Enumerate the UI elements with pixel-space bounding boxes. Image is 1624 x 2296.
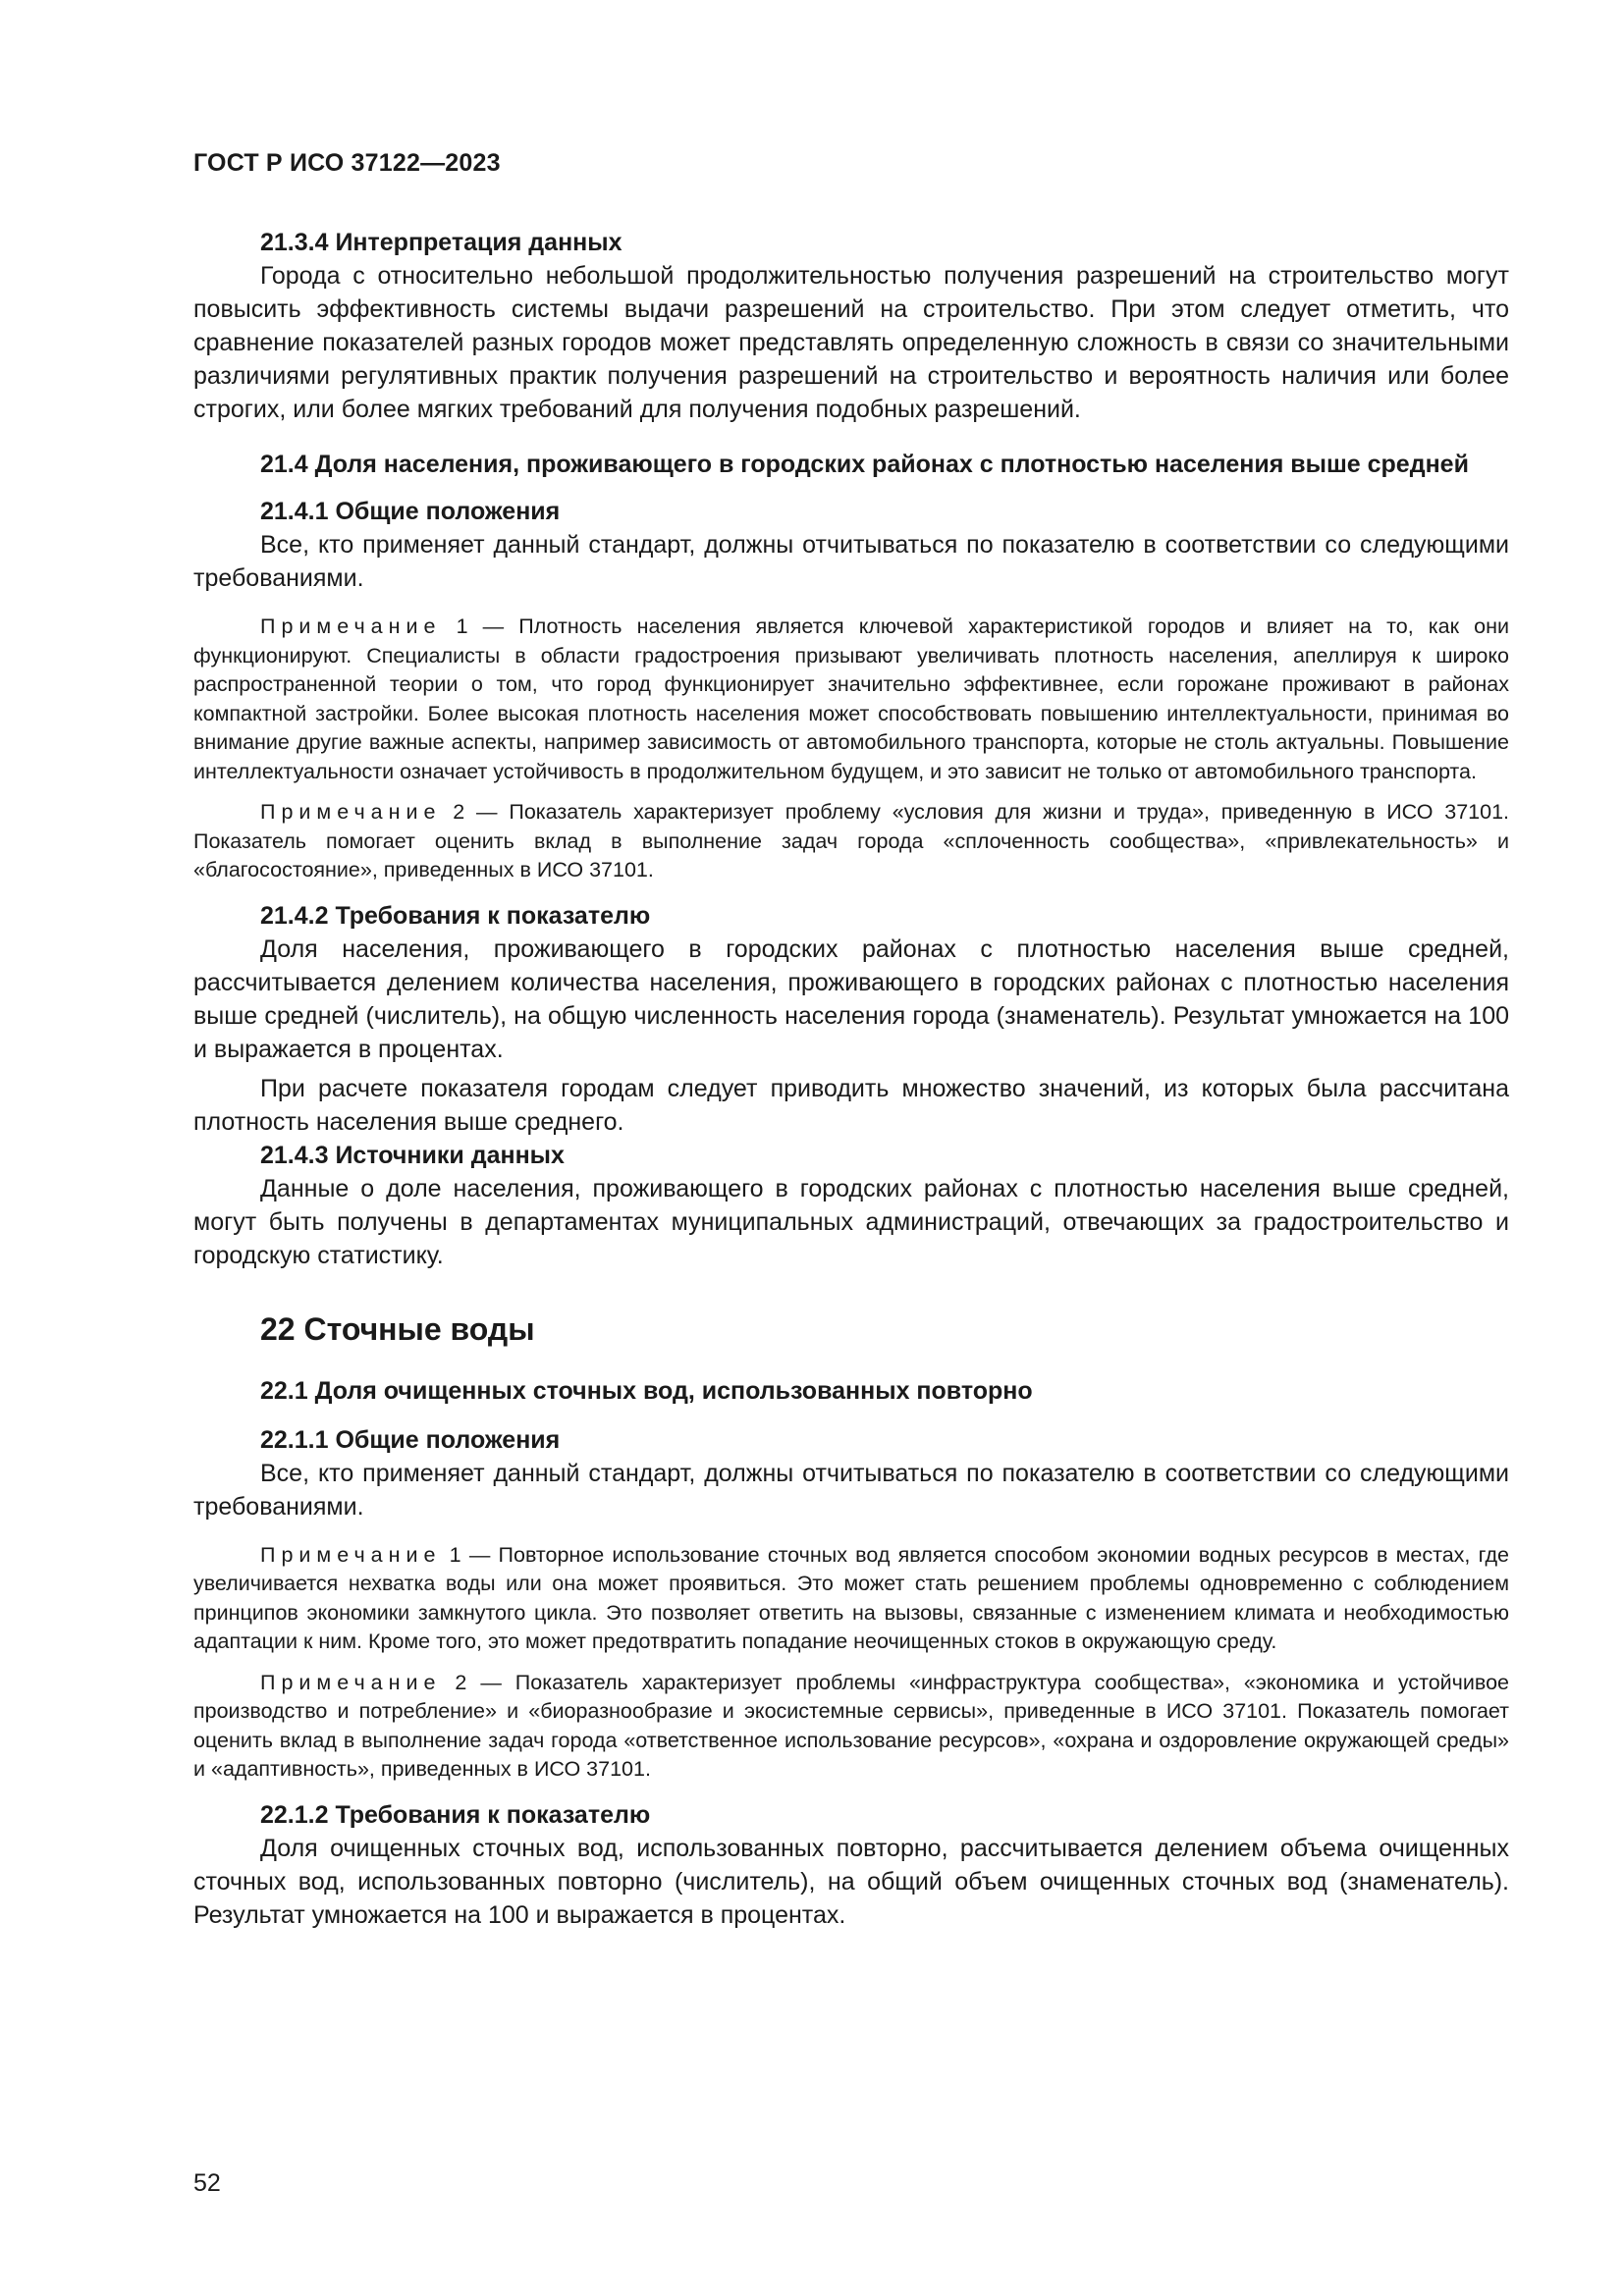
- note-label: Примечание: [260, 800, 442, 824]
- note-text: 2 — Показатель характеризует проблемы «инфраструктура сообщества», «экономика и устойчивое производство и потребление» и «биоразнообразие и экосистемные сервисы», приведенные в ИСО 37101. Показатель помогает оценить вклад в выполнение задач города «ответственное использование ресурсов», «охрана и оздоровление окружающей среды» и «адаптивность», приведенных в ИСО 37101.: [193, 1670, 1509, 1781]
- paragraph-21-4-1: Все, кто применяет данный стандарт, должны отчитываться по показателю в соответствии со следующими требованиями.: [193, 531, 1509, 592]
- paragraph-21-4-3: Данные о доле населения, проживающего в городских районах с плотностью населения выше средней, могут быть получены в департаментах муниципальных администраций, отвечающих за градостроительство и городскую статистику.: [193, 1174, 1509, 1269]
- note-label: Примечание: [260, 614, 442, 638]
- heading-22: 22 Сточные воды: [260, 1310, 535, 1347]
- heading-21-4-1: 21.4.1 Общие положения: [260, 498, 561, 525]
- note-text: 2 — Показатель характеризует проблему «условия для жизни и труда», приведенную в ИСО 37101. Показатель помогает оценить вклад в выполнение задач города «сплоченность сообщества», «привлекательность» и «благосостояние», приведенных в ИСО 37101.: [193, 800, 1509, 881]
- heading-22-1-1: 22.1.1 Общие положения: [260, 1425, 561, 1454]
- paragraph-21-3-4: Города с относительно небольшой продолжительностью получения разрешений на строительство могут повысить эффективность системы выдачи разрешений на строительство. При этом следует отметить, что сравнение показателей разных городов может представлять определенную сложность в связи со значительными различиями регулятивных практик получения разрешений на строительство и вероятность наличия или более строгих, или более мягких требований для получения подобных разрешений.: [193, 262, 1509, 423]
- heading-21-4: 21.4 Доля населения, проживающего в городских районах с плотностью населения выше средней: [260, 451, 1469, 478]
- document-code-header: ГОСТ Р ИСО 37122—2023: [193, 149, 501, 177]
- note-21-4-1-2: [193, 798, 1509, 885]
- paragraph-22-1-2: Доля очищенных сточных вод, использованных повторно, рассчитывается делением объема очищенных сточных вод, использованных повторно (числитель), на общий объем очищенных сточных вод (знаменатель). Результат умножается на 100 и выражается в процентах.: [193, 1834, 1509, 1929]
- note-22-1-1-2: [193, 1669, 1509, 1785]
- page-content: [193, 226, 1509, 1932]
- page-number: 52: [193, 2169, 221, 2197]
- note-text: 1 — Плотность населения является ключевой характеристикой городов и влияет на то, как они функционируют. Специалисты в области градостроения призывают увеличивать плотность населения, апеллируя к широко распространенной теории о том, что город функционирует значительно эффективнее, если горожане проживают в районах компактной застройки. Более высокая плотность населения может способствовать повышению интеллектуальности, принимая во внимание другие важные аспекты, например зависимость от автомобильного транспорта, которые не столь актуальны. Повышение интеллектуальности означает устойчивость в продолжительном будущем, и это зависит не только от автомобильного транспорта.: [193, 614, 1509, 783]
- note-label: Примечание: [260, 1542, 442, 1567]
- paragraph-21-4-2-b: При расчете показателя городам следует приводить множество значений, из которых была рассчитана плотность населения выше среднего.: [193, 1074, 1509, 1136]
- heading-21-4-3: 21.4.3 Источники данных: [260, 1141, 565, 1169]
- note-21-4-1-1: [193, 613, 1509, 786]
- paragraph-21-4-2-a: Доля населения, проживающего в городских районах с плотностью населения выше средней, рассчитывается делением количества населения, проживающего в городских районах с плотностью населения выше средней (числитель), на общую численность населения города (знаменатель). Результат умножается на 100 и выражается в процентах.: [193, 934, 1509, 1063]
- paragraph-22-1-1: Все, кто применяет данный стандарт, должны отчитываться по показателю в соответствии со следующими требованиями.: [193, 1459, 1509, 1521]
- heading-21-4-2: 21.4.2 Требования к показателю: [260, 901, 651, 930]
- heading-22-1: 22.1 Доля очищенных сточных вод, использованных повторно: [260, 1376, 1033, 1405]
- heading-21-3-4: 21.3.4 Интерпретация данных: [260, 229, 623, 256]
- note-text: 1 — Повторное использование сточных вод является способом экономии водных ресурсов в местах, где увеличивается нехватка воды или она может проявиться. Это может стать решением проблемы одновременно с соблюдением принципов экономики замкнутого цикла. Это позволяет ответить на вызовы, связанные с изменением климата и необходимостью адаптации к ним. Кроме того, это может предотвратить попадание неочищенных стоков в окружающую среду.: [193, 1542, 1509, 1653]
- note-22-1-1-1: [193, 1541, 1509, 1657]
- note-label: Примечание: [260, 1670, 442, 1694]
- heading-22-1-2: 22.1.2 Требования к показателю: [260, 1800, 651, 1829]
